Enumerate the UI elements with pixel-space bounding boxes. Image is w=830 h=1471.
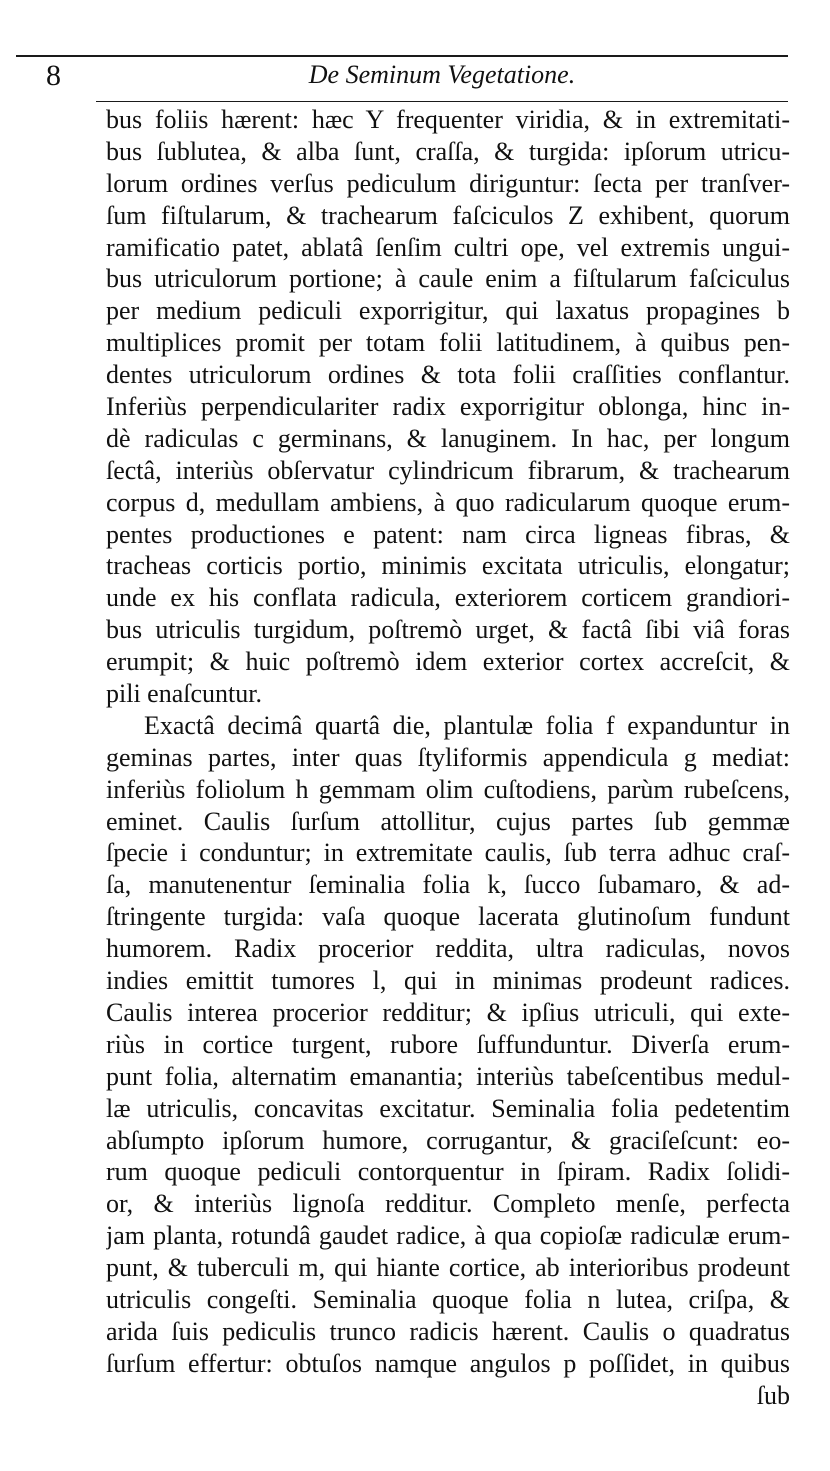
text-line: pili enaſcuntur.	[106, 679, 262, 709]
text-line: ſa, manutenentur ſeminalia folia k, ſucco ſubamaro, & ad-	[106, 870, 790, 900]
text-line: ſum fiſtularum, & trachearum faſciculos Z exhibent, quorum	[106, 200, 790, 230]
text-line: ſectâ, interiùs obſervatur cylindricum fibrarum, & trachearum	[106, 455, 790, 485]
text-line: bus ſublutea, & alba ſunt, craſſa, & turgida: ipſorum utricu-	[106, 136, 790, 166]
text-line: abſumpto ipſorum humore, corrugantur, & graciſeſcunt: eo-	[106, 1125, 790, 1155]
text-line: punt, & tuberculi m, qui hiante cortice, ab interioribus prodeunt	[106, 1253, 790, 1283]
header-rule-top	[16, 55, 788, 57]
text-line: indies emittit tumores l, qui in minimas prodeunt radices.	[106, 966, 790, 996]
header-rule-bottom	[96, 101, 788, 102]
text-line: arida ſuis pediculis trunco radicis hærent. Caulis o quadratus	[106, 1316, 790, 1346]
text-line: ſtringente turgida: vaſa quoque lacerata glutinoſum fundunt	[106, 902, 790, 932]
body-text	[106, 104, 790, 1412]
text-line: utriculis congeſti. Seminalia quoque folia n lutea, criſpa, &	[106, 1284, 790, 1314]
text-line: per medium pediculi exporrigitur, qui laxatus propagines b	[106, 296, 790, 326]
text-line: dentes utriculorum ordines & tota folii craſſities conflantur.	[106, 360, 790, 390]
catchword: ſub	[756, 1380, 790, 1410]
text-line: inferiùs foliolum h gemmam olim cuſtodiens, parùm rubeſcens,	[106, 774, 790, 804]
page-number: 8	[46, 59, 61, 92]
text-line: Inferiùs perpendiculariter radix exporrigitur oblonga, hinc in-	[106, 392, 790, 422]
text-line: multiplices promit per totam folii latitudinem, à quibus pen-	[106, 328, 790, 358]
text-line: rum quoque pediculi contorquentur in ſpiram. Radix ſolidi-	[106, 1157, 790, 1187]
text-line: punt folia, alternatim emanantia; interiùs tabeſcentibus medul-	[106, 1061, 790, 1091]
paragraph-start-line: Exactâ decimâ quartâ die, plantulæ folia f expanduntur in	[144, 710, 790, 740]
text-line: or, & interiùs lignoſa redditur. Completo menſe, perfecta	[106, 1189, 790, 1219]
text-line: bus utriculis turgidum, poſtremò urget, & factâ ſibi viâ foras	[106, 615, 790, 645]
text-line: Caulis interea procerior redditur; & ipſius utriculi, qui exte-	[106, 997, 790, 1027]
text-line: humorem. Radix procerior reddita, ultra radiculas, novos	[106, 934, 790, 964]
text-line: ramificatio patet, ablatâ ſenſim cultri ope, vel extremis ungui-	[106, 232, 790, 262]
text-line: erumpit; & huic poſtremò idem exterior cortex accreſcit, &	[106, 647, 790, 677]
text-line: corpus d, medullam ambiens, à quo radicularum quoque erum-	[106, 487, 790, 517]
text-line: ſurſum effertur: obtuſos namque angulos p poſſidet, in quibus	[106, 1348, 790, 1378]
text-line: bus foliis hærent: hæc Y frequenter viridia, & in extremitati-	[106, 105, 790, 134]
text-line: unde ex his conflata radicula, exteriorem corticem grandiori-	[106, 583, 790, 613]
text-line: geminas partes, inter quas ſtyliformis appendicula g mediat:	[106, 742, 790, 772]
running-title: De Seminum Vegetatione.	[308, 60, 576, 89]
text-line: pentes productiones e patent: nam circa ligneas fibras, &	[106, 519, 790, 549]
text-line: bus utriculorum portione; à caule enim a fiſtularum faſciculus	[106, 264, 790, 294]
text-line: jam planta, rotundâ gaudet radice, à qua copioſæ radiculæ erum-	[106, 1221, 790, 1251]
text-line: ſpecie i conduntur; in extremitate caulis, ſub terra adhuc craſ-	[106, 838, 790, 868]
text-line: tracheas corticis portio, minimis excitata utriculis, elongatur;	[106, 551, 790, 581]
text-line: læ utriculis, concavitas excitatur. Seminalia folia pedetentim	[106, 1093, 790, 1123]
text-line: eminet. Caulis ſurſum attollitur, cujus partes ſub gemmæ	[106, 806, 790, 836]
text-line: lorum ordines verſus pediculum diriguntur: ſecta per tranſver-	[106, 168, 790, 198]
text-line: riùs in cortice turgent, rubore ſuffunduntur. Diverſa erum-	[106, 1029, 790, 1059]
text-line: dè radiculas c germinans, & lanuginem. In hac, per longum	[106, 423, 790, 453]
